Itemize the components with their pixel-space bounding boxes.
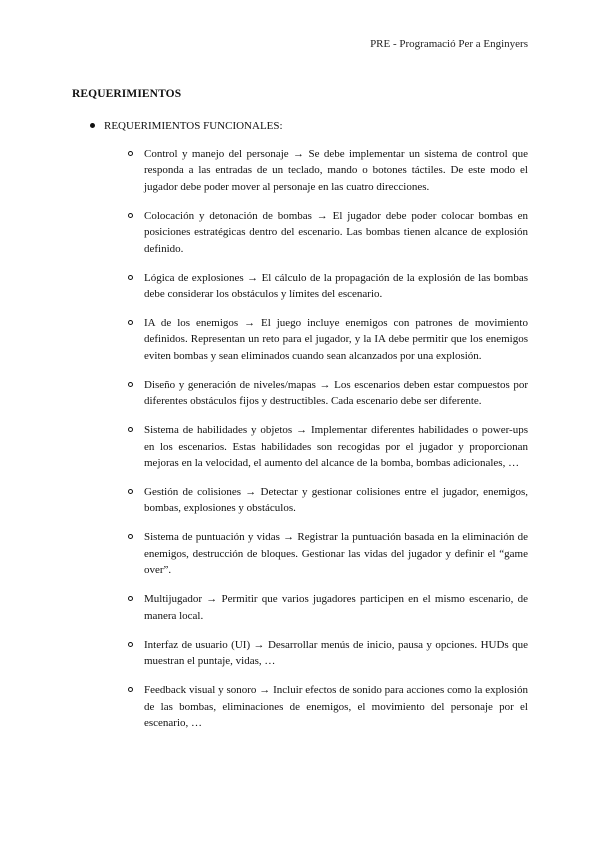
- requirement-item: [128, 270, 528, 303]
- requirement-text: Sistema de habilidades y objetos → Implementar diferentes habilidades o power-ups en los escenarios. Estas habilidades son recogidas por el jugador y proporcionan mejoras en la velocidad, el aumento del alcance de la bomba, bombas adicionales, …: [144, 424, 528, 470]
- bullet-circle-icon: [128, 489, 133, 494]
- requirement-text: IA de los enemigos → El juego incluye enemigos con patrones de movimiento definidos. Representan un reto para el jugador, y la IA debe permitir que los enemigos eviten bombas y sean eliminados cuando sean alcanzados por una explosión.: [144, 317, 528, 362]
- bullet-circle-icon: [128, 382, 133, 387]
- requirement-item: [128, 529, 528, 578]
- bullet-circle-icon: [128, 151, 133, 156]
- requirement-item: [128, 682, 528, 731]
- requirement-text: Feedback visual y sonoro → Incluir efectos de sonido para acciones como la explosión de las bombas, eliminaciones de enemigos, el movimiento del personaje por el escenario, …: [144, 684, 528, 729]
- requirement-item: [128, 591, 528, 624]
- requirement-text: Colocación y detonación de bombas → El jugador debe poder colocar bombas en posiciones estratégicas dentro del escenario. Las bombas tienen alcance de explosión definido.: [144, 209, 528, 255]
- bullet-circle-icon: [128, 596, 133, 601]
- requirement-item: [128, 146, 528, 195]
- bullet-circle-icon: [128, 320, 133, 325]
- requirement-text: Diseño y generación de niveles/mapas → Los escenarios deben estar compuestos por diferentes obstáculos fijos y destructibles. Cada escenario debe ser diferente.: [144, 378, 528, 408]
- section-title: REQUERIMIENTOS: [72, 88, 182, 100]
- requirement-item: [128, 315, 528, 364]
- requirement-text: Multijugador → Permitir que varios jugadores participen en el mismo escenario, de manera local.: [144, 593, 528, 622]
- bullet-circle-icon: [128, 427, 133, 432]
- bullet-circle-icon: [128, 642, 133, 647]
- requirement-text: Sistema de puntuación y vidas → Registrar la puntuación basada en la eliminación de enemigos, destrucción de bloques. Gestionar las vidas del jugador y definir el “game over”.: [144, 531, 528, 577]
- bullet-circle-icon: [128, 213, 133, 218]
- bullet-disc-icon: [90, 123, 95, 128]
- functional-requirements-heading: [88, 119, 528, 133]
- bullet-circle-icon: [128, 687, 133, 692]
- functional-heading-label: REQUERIMIENTOS FUNCIONALES:: [104, 120, 283, 132]
- requirement-text: Gestión de colisiones → Detectar y gestionar colisiones entre el jugador, enemigos, bombas, explosiones y obstáculos.: [144, 486, 528, 515]
- requirement-item: [128, 377, 528, 410]
- bullet-circle-icon: [128, 275, 133, 280]
- requirement-text: Interfaz de usuario (UI) → Desarrollar menús de inicio, pausa y opciones. HUDs que muestran el puntaje, vidas, …: [144, 638, 528, 668]
- requirement-item: [128, 484, 528, 517]
- functional-requirements-list: [128, 146, 528, 744]
- bullet-circle-icon: [128, 534, 133, 539]
- requirement-text: Control y manejo del personaje → Se debe implementar un sistema de control que responda a las entradas de un teclado, mando o botones táctiles. De este modo el jugador debe poder mover al personaje en las cuatro direcciones.: [144, 148, 528, 193]
- requirement-item: [128, 422, 528, 471]
- requirement-item: [128, 208, 528, 257]
- page-header: PRE - Programació Per a Enginyers: [370, 38, 528, 50]
- requirement-text: Lógica de explosiones → El cálculo de la propagación de la explosión de las bombas debe considerar los obstáculos y límites del escenario.: [144, 271, 528, 301]
- requirement-item: [128, 637, 528, 670]
